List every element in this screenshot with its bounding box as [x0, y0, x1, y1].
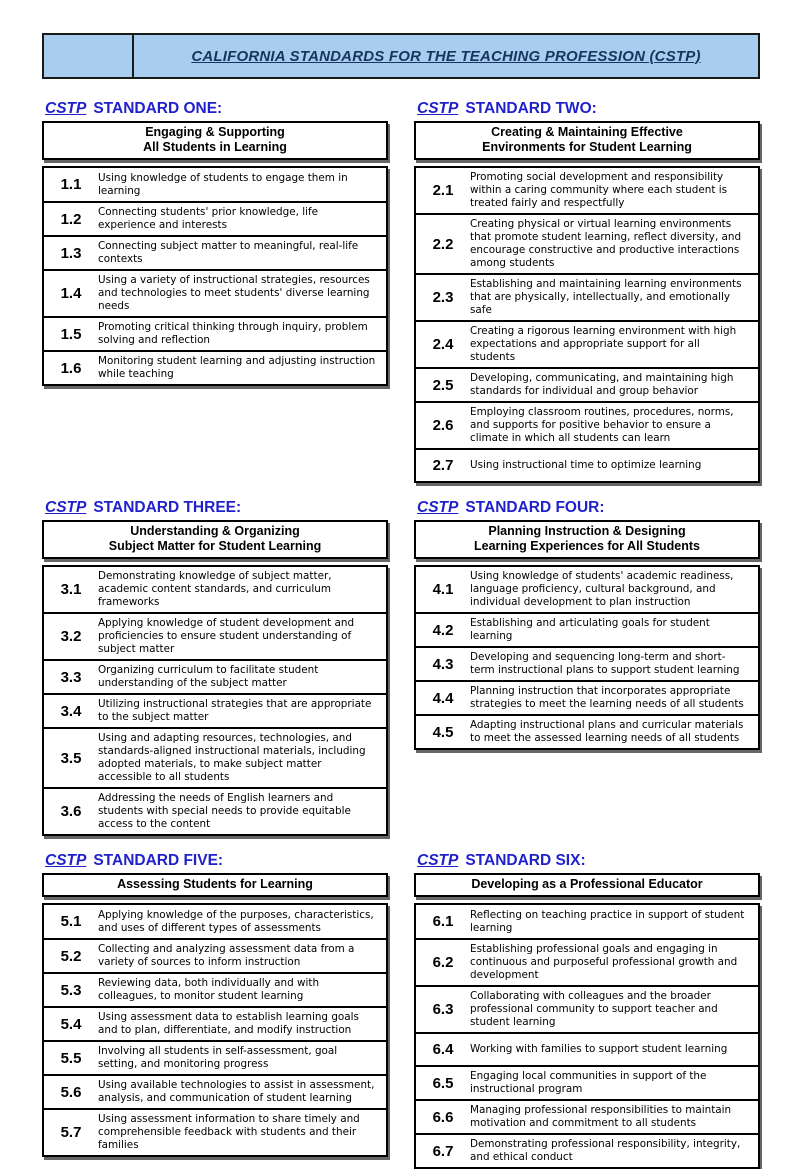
standard-item-row	[44, 787, 386, 834]
standard-title-line: Learning Experiences for All Students	[474, 539, 700, 553]
item-number: 6.2	[432, 954, 454, 971]
standard-item-row	[416, 213, 758, 273]
cstp-label: CSTP	[45, 852, 87, 869]
standard-heading-text: STANDARD FIVE:	[93, 852, 224, 869]
standard-six-heading	[417, 852, 760, 870]
standard-title-line: Assessing Students for Learning	[117, 877, 313, 891]
standard-heading-text: STANDARD ONE:	[93, 100, 223, 117]
standard-three-title-box	[42, 520, 388, 559]
standard-item-row	[44, 612, 386, 659]
item-description: Using assessment data to establish learning goals and to plan, differentiate, and modify instruction	[98, 1011, 359, 1036]
standard-item-row	[416, 273, 758, 320]
item-description: Demonstrating knowledge of subject matter, academic content standards, and curriculum frameworks	[98, 570, 332, 608]
standard-item-row	[44, 972, 386, 1006]
item-description: Using knowledge of students' academic readiness, language proficiency, cultural background, and individual development to plan instruction	[470, 570, 734, 608]
standard-heading-text: STANDARD SIX:	[465, 852, 586, 869]
standard-item-row	[44, 938, 386, 972]
standard-one-heading	[45, 100, 388, 118]
standard-five-block	[42, 852, 388, 1157]
standard-one-items-table	[42, 166, 388, 386]
standard-five-heading	[45, 852, 388, 870]
item-number: 2.3	[432, 289, 454, 306]
standard-item-row	[416, 938, 758, 985]
item-number: 6.5	[432, 1074, 454, 1092]
standard-title-line: Planning Instruction & Designing	[488, 524, 686, 538]
item-number: 5.4	[60, 1015, 82, 1033]
item-number: 1.2	[60, 210, 82, 228]
standard-one-title-box	[42, 121, 388, 160]
cstp-label: CSTP	[417, 852, 459, 869]
standard-item-row	[416, 612, 758, 646]
standard-title-line: Developing as a Professional Educator	[471, 877, 703, 891]
item-number: 6.4	[432, 1041, 454, 1058]
item-description: Using and adapting resources, technologies, and standards-aligned instructional materials, including adopted materials, to make subject matter accessible to all students	[98, 732, 366, 783]
standard-title-line: Subject Matter for Student Learning	[108, 539, 322, 553]
item-description: Using assessment information to share timely and comprehensible feedback with students and their families	[98, 1113, 360, 1151]
item-description: Promoting social development and responsibility within a caring community where each student is treated fairly and respectfully	[470, 171, 728, 209]
item-number: 1.4	[60, 285, 82, 302]
standard-item-row	[416, 567, 758, 612]
standard-three-block	[42, 499, 388, 836]
standard-five-items-table	[42, 903, 388, 1157]
standard-heading-text: STANDARD TWO:	[465, 100, 597, 117]
item-number: 4.3	[432, 655, 454, 673]
item-description: Planning instruction that incorporates appropriate strategies to meet the learning needs of all students	[470, 685, 744, 710]
item-description: Using available technologies to assist in assessment, analysis, and communication of student learning	[98, 1079, 375, 1104]
item-description: Using knowledge of students to engage them in learning	[98, 171, 348, 197]
item-description: Demonstrating professional responsibility, integrity, and ethical conduct	[470, 1138, 741, 1163]
item-number: 3.4	[60, 702, 82, 720]
standard-item-row	[416, 985, 758, 1032]
item-number: 4.5	[432, 723, 454, 741]
item-number: 6.7	[432, 1142, 454, 1160]
standard-item-row	[44, 350, 386, 384]
cstp-label: CSTP	[45, 499, 87, 516]
standard-four-items-table	[414, 565, 760, 750]
item-description: Monitoring student learning and adjusting instruction while teaching	[98, 355, 376, 380]
item-number: 5.6	[60, 1083, 82, 1101]
item-number: 2.5	[432, 376, 454, 394]
standard-item-row	[416, 448, 758, 481]
standard-item-row	[44, 1108, 386, 1155]
standard-item-row	[44, 567, 386, 612]
standard-five-title-box	[42, 873, 388, 897]
standard-item-row	[44, 693, 386, 727]
standard-three-items-table	[42, 565, 388, 836]
item-description: Creating physical or virtual learning environments that promote student learning, reflect diversity, and encourage constructive and productive interactions among students	[470, 218, 742, 269]
standard-item-row	[416, 401, 758, 448]
item-description: Using a variety of instructional strategies, resources and technologies to meet students' diverse learning needs	[98, 274, 370, 312]
standard-item-row	[44, 905, 386, 938]
standard-six-items-table	[414, 903, 760, 1169]
cstp-label: CSTP	[417, 499, 459, 516]
standard-three-heading	[45, 499, 388, 517]
standard-item-row	[416, 367, 758, 401]
item-number: 1.1	[60, 176, 82, 193]
item-description: Engaging local communities in support of the instructional program	[470, 1070, 707, 1095]
item-number: 2.4	[432, 336, 454, 353]
standard-four-block	[414, 499, 760, 750]
standard-two-heading	[417, 100, 760, 118]
standard-item-row	[416, 1133, 758, 1167]
standard-item-row	[44, 269, 386, 316]
standard-title-line: Engaging & Supporting	[145, 125, 285, 139]
item-number: 3.1	[60, 581, 82, 598]
item-number: 5.7	[60, 1124, 82, 1141]
item-description: Developing, communicating, and maintaining high standards for individual and group behavior	[470, 372, 734, 397]
item-description: Utilizing instructional strategies that are appropriate to the subject matter	[98, 698, 372, 723]
standard-title-line: Environments for Student Learning	[482, 140, 692, 154]
standard-heading-text: STANDARD FOUR:	[465, 499, 605, 516]
item-number: 5.3	[60, 981, 82, 999]
item-description: Reviewing data, both individually and with colleagues, to monitor student learning	[98, 977, 320, 1002]
standard-item-row	[44, 659, 386, 693]
standard-four-heading	[417, 499, 760, 517]
item-description: Adapting instructional plans and curricular materials to meet the assessed learning needs of all students	[470, 719, 744, 744]
standard-item-row	[416, 320, 758, 367]
item-description: Organizing curriculum to facilitate student understanding of the subject matter	[98, 664, 319, 689]
banner-left-cell	[44, 35, 134, 77]
standard-item-row	[44, 1074, 386, 1108]
item-number: 2.1	[432, 182, 454, 199]
item-number: 2.6	[432, 417, 454, 434]
item-number: 6.1	[432, 913, 454, 930]
item-number: 3.6	[60, 803, 82, 820]
item-number: 3.5	[60, 749, 82, 767]
item-description: Reflecting on teaching practice in support of student learning	[470, 908, 745, 934]
standard-item-row	[44, 727, 386, 787]
standard-item-row	[416, 905, 758, 938]
standard-item-row	[44, 316, 386, 350]
item-description: Developing and sequencing long-term and short-term instructional plans to support student learning	[470, 651, 740, 676]
item-description: Employing classroom routines, procedures, norms, and supports for positive behavior to ensure a climate in which all students can learn	[470, 406, 734, 444]
document-title: CALIFORNIA STANDARDS FOR THE TEACHING PROFESSION (CSTP)	[191, 47, 701, 65]
standard-six-title-box	[414, 873, 760, 897]
standard-title-line: All Students in Learning	[143, 140, 287, 154]
item-description: Using instructional time to optimize learning	[470, 459, 702, 471]
standard-four-title-box	[414, 520, 760, 559]
item-description: Collaborating with colleagues and the broader professional community to support teacher and student learning	[470, 990, 718, 1028]
standard-two-block	[414, 100, 760, 483]
item-number: 1.6	[60, 359, 82, 377]
item-description: Connecting students' prior knowledge, life experience and interests	[98, 206, 319, 231]
item-description: Creating a rigorous learning environment with high expectations and appropriate support for all students	[470, 325, 737, 363]
item-number: 6.6	[432, 1108, 454, 1126]
cstp-label: CSTP	[417, 100, 459, 117]
standard-heading-text: STANDARD THREE:	[93, 499, 242, 516]
item-description: Connecting subject matter to meaningful, real-life contexts	[98, 240, 359, 265]
standard-item-row	[44, 168, 386, 201]
standard-item-row	[416, 168, 758, 213]
item-description: Applying knowledge of student development and proficiencies to ensure student understanding of subject matter	[98, 617, 355, 655]
item-description: Establishing professional goals and engaging in continuous and purposeful professional growth and development	[470, 943, 738, 981]
item-description: Involving all students in self-assessment, goal setting, and monitoring progress	[98, 1045, 338, 1070]
standard-item-row	[416, 1032, 758, 1065]
standard-six-block	[414, 852, 760, 1169]
standard-item-row	[416, 1099, 758, 1133]
item-number: 4.2	[432, 621, 454, 639]
standard-title-line: Understanding & Organizing	[130, 524, 300, 538]
item-description: Establishing and articulating goals for student learning	[470, 617, 710, 642]
standard-item-row	[416, 714, 758, 748]
item-description: Managing professional responsibilities to maintain motivation and commitment to all students	[470, 1104, 732, 1129]
item-number: 4.1	[432, 581, 454, 598]
item-description: Working with families to support student learning	[470, 1043, 728, 1055]
item-number: 3.3	[60, 668, 82, 686]
standard-two-title-box	[414, 121, 760, 160]
item-number: 1.5	[60, 325, 82, 343]
item-description: Collecting and analyzing assessment data from a variety of sources to inform instruction	[98, 943, 355, 968]
cstp-label: CSTP	[45, 100, 87, 117]
standard-item-row	[44, 235, 386, 269]
item-number: 5.1	[60, 913, 82, 930]
item-number: 5.5	[60, 1049, 82, 1067]
item-number: 4.4	[432, 689, 454, 707]
standards-grid	[42, 100, 760, 1169]
item-description: Applying knowledge of the purposes, characteristics, and uses of different types of assessments	[98, 908, 374, 934]
standard-two-items-table	[414, 166, 760, 483]
item-number: 2.2	[432, 235, 454, 253]
standard-item-row	[416, 1065, 758, 1099]
item-number: 5.2	[60, 947, 82, 965]
standard-item-row	[416, 680, 758, 714]
standard-item-row	[44, 1040, 386, 1074]
standard-title-line: Creating & Maintaining Effective	[491, 125, 683, 139]
item-number: 3.2	[60, 628, 82, 645]
item-number: 1.3	[60, 244, 82, 262]
standard-item-row	[44, 201, 386, 235]
item-description: Promoting critical thinking through inquiry, problem solving and reflection	[98, 321, 368, 346]
standard-item-row	[416, 646, 758, 680]
item-number: 2.7	[432, 457, 454, 474]
item-description: Addressing the needs of English learners and students with special needs to provide equitable access to the content	[98, 792, 351, 830]
standard-one-block	[42, 100, 388, 386]
document-title-banner	[42, 33, 760, 79]
item-number: 6.3	[432, 1001, 454, 1018]
item-description: Establishing and maintaining learning environments that are physically, intellectually, and emotionally safe	[470, 278, 742, 316]
